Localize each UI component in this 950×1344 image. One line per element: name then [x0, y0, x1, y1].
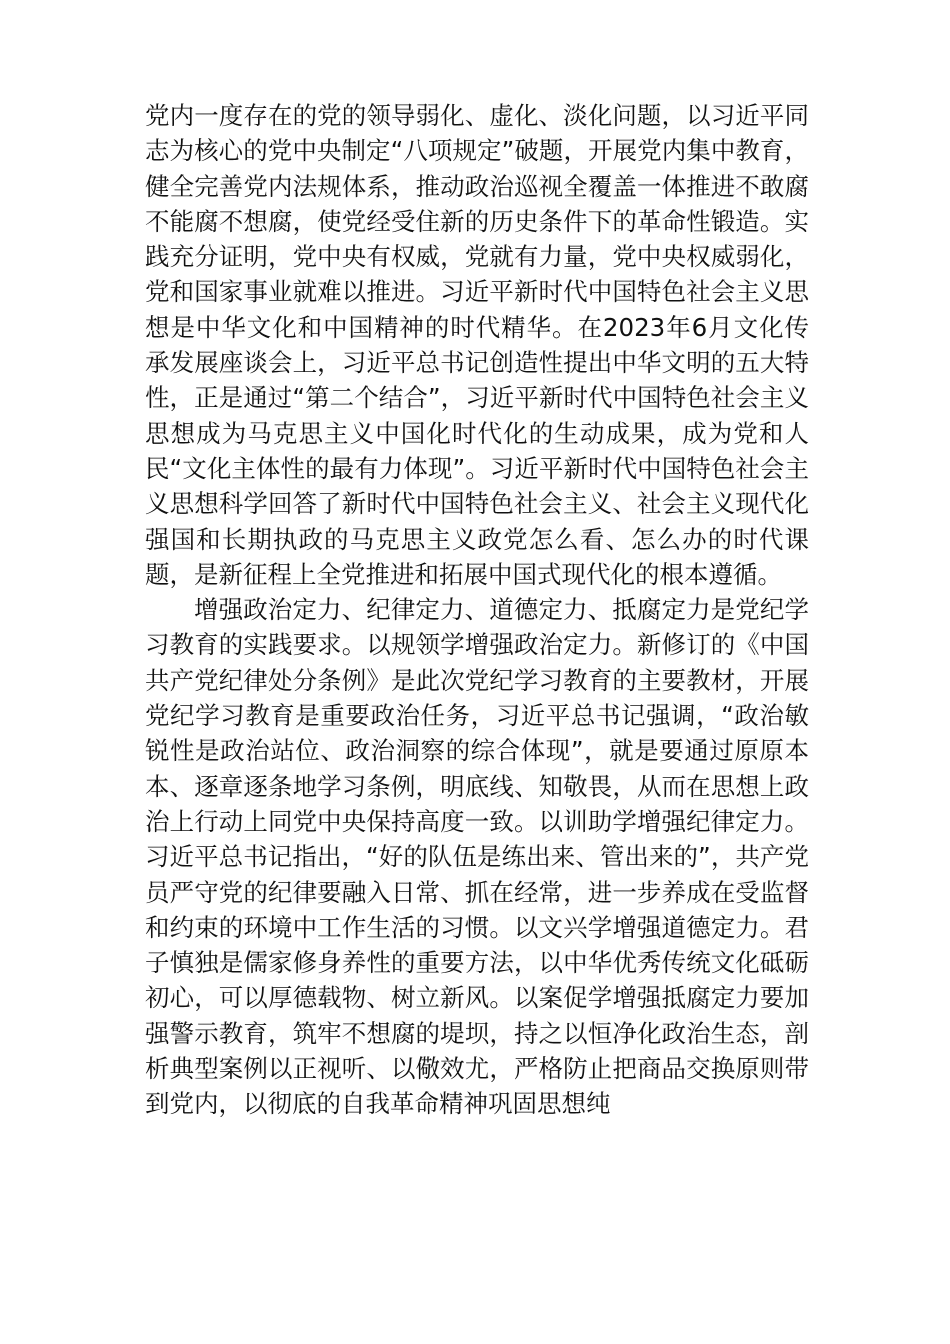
paragraph-1: 党内一度存在的党的领导弱化、虚化、淡化问题，以习近平同志为核心的党中央制定“八项规定”破题，开展党内集中教育，健全完善党内法规体系，推动政治巡视全覆盖一体推进不敢腐不能腐不想腐，使党经受住新的历史条件下的革命性锻造。实践充分证明，党中央有权威，党就有力量，党中央权威弱化，党和国家事业就难以推进。习近平新时代中国特色社会主义思想是中华文化和中国精神的时代精华。在2023年6月文化传承发展座谈会上，习近平总书记创造性提出中华文明的五大特性，正是通过“第二个结合”，习近平新时代中国特色社会主义思想成为马克思主义中国化时代化的生动成果，成为党和人民“文化主体性的最有力体现”。习近平新时代中国特色社会主义思想科学回答了新时代中国特色社会主义、社会主义现代化强国和长期执政的马克思主义政党怎么看、怎么办的时代课题，是新征程上全党推进和拓展中国式现代化的根本遵循。: [145, 101, 809, 589]
document-body: [145, 98, 809, 1122]
paragraph-2: 增强政治定力、纪律定力、道德定力、抵腐定力是党纪学习教育的实践要求。以规领学增强政治定力。新修订的《中国共产党纪律处分条例》是此次党纪学习教育的主要教材，开展党纪学习教育是重要政治任务，习近平总书记强调，“政治敏锐性是政治站位、政治洞察的综合体现”，就是要通过原原本本、逐章逐条地学习条例，明底线、知敬畏，从而在思想上政治上行动上同党中央保持高度一致。以训助学增强纪律定力。习近平总书记指出，“好的队伍是练出来、管出来的”，共产党员严守党的纪律要融入日常、抓在经常，进一步养成在受监督和约束的环境中工作生活的习惯。以文兴学增强道德定力。君子慎独是儒家修身养性的重要方法，以中华优秀传统文化砥砺初心，可以厚德载物、树立新风。以案促学增强抵腐定力要加强警示教育，筑牢不想腐的堤坝，持之以恒净化政治生态，剖析典型案例以正视听、以儆效尤，严格防止把商品交换原则带到党内，以彻底的自我革命精神巩固思想纯: [145, 595, 809, 1119]
